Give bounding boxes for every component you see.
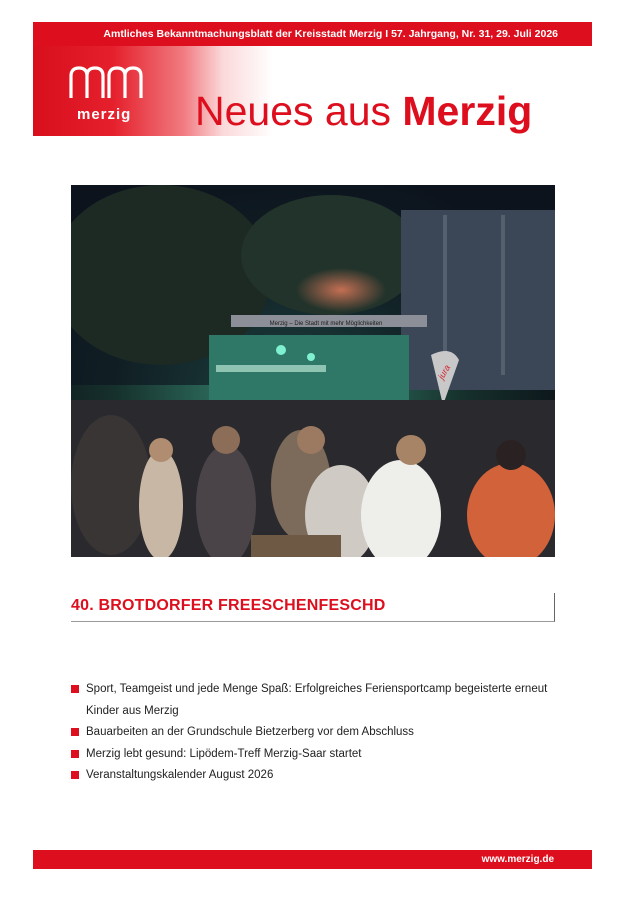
title-bold: Merzig <box>402 88 533 134</box>
festival-photo <box>71 185 555 557</box>
contents-item-text: Veranstaltungskalender August 2026 <box>86 769 274 781</box>
header-info-bar <box>33 22 592 46</box>
contents-item-text: Merzig lebt gesund: Lipödem-Treff Merzig-Saar startet <box>86 747 362 760</box>
contents-item <box>71 722 551 744</box>
merzig-logo <box>69 56 159 126</box>
stage-banner-text: Merzig – Die Stadt mit mehr Möglichkeiten <box>269 321 383 327</box>
contents-list <box>71 679 551 787</box>
contents-item <box>71 679 551 722</box>
merzig-logo-icon <box>69 62 149 102</box>
flag-text: jura <box>436 362 453 381</box>
masthead <box>33 46 592 136</box>
contents-item-text: Sport, Teamgeist und jede Menge Spaß: Erfolgreiches Feriensportcamp begeisterte erneut Kinder aus Merzig <box>86 683 548 717</box>
bullet-square-icon <box>71 771 79 779</box>
contents-item <box>71 744 551 766</box>
title-regular: Neues aus <box>195 88 403 134</box>
contents-item-text: Bauarbeiten an der Grundschule Bietzerberg vor dem Abschluss <box>86 726 414 738</box>
footer-bar <box>33 850 592 869</box>
lead-headline: 40. BROTDORFER FREESCHENFESCHD <box>71 597 386 614</box>
website-link[interactable]: www.merzig.de <box>481 854 554 865</box>
page-title <box>195 88 532 134</box>
publication-info: Amtliches Bekanntmachungsblatt der Kreisstadt Merzig I 57. Jahrgang, Nr. 31, 29. Juli 2026 <box>103 28 558 40</box>
bullet-square-icon <box>71 685 79 693</box>
cover-photo <box>71 185 555 557</box>
logo-wordmark: merzig <box>77 106 132 123</box>
lead-headline-box <box>71 593 555 622</box>
bullet-square-icon <box>71 728 79 736</box>
contents-item <box>71 765 551 787</box>
bullet-square-icon <box>71 750 79 758</box>
